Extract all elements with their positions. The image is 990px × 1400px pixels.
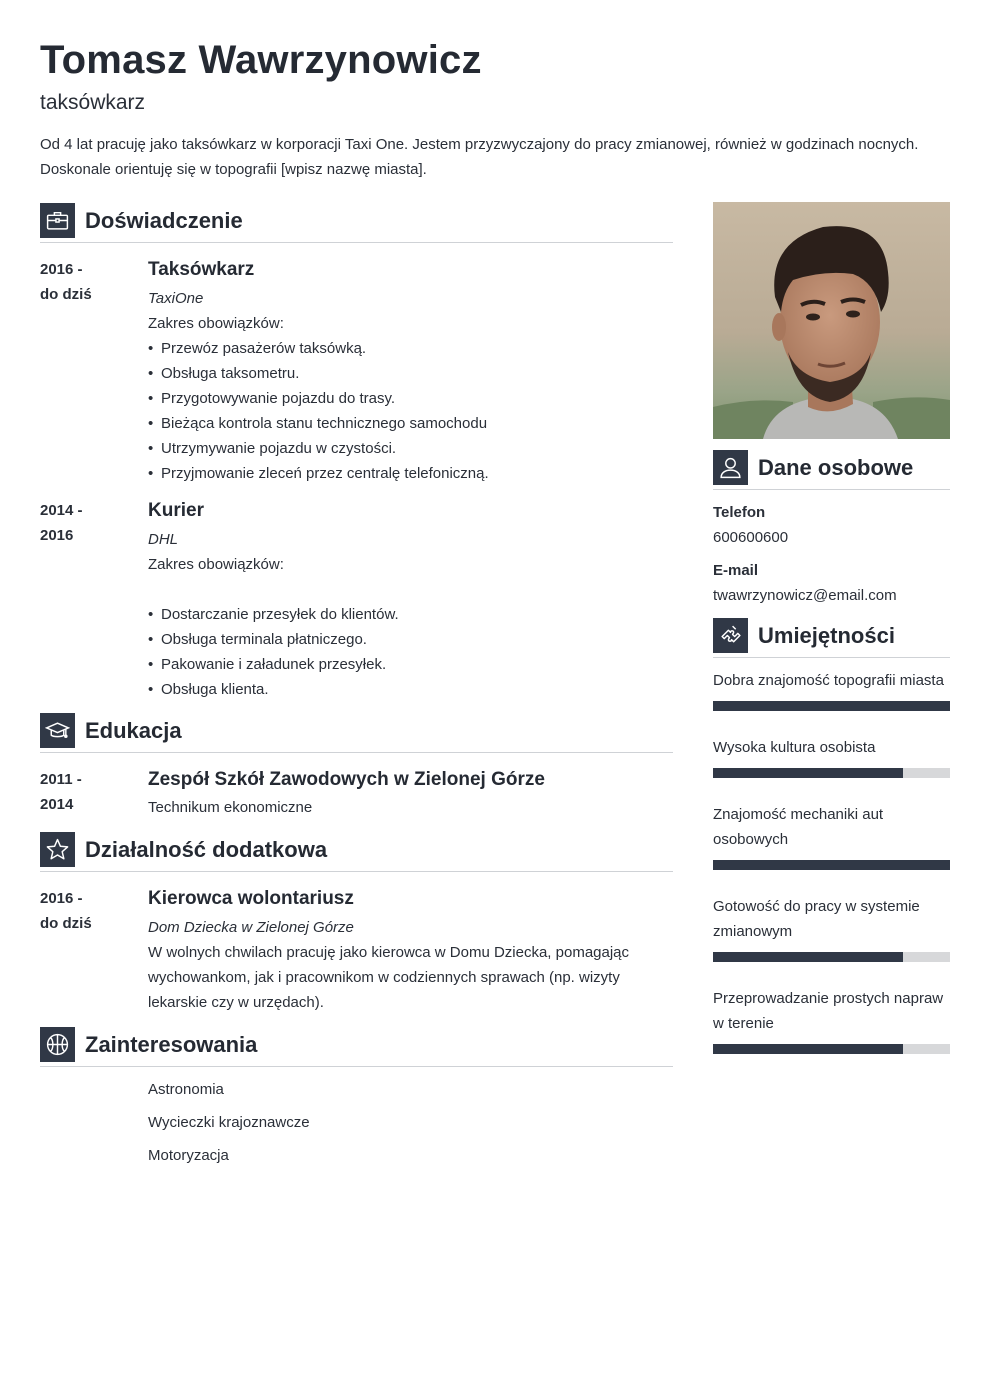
- star-icon: [40, 832, 75, 867]
- list-item: • Przygotowywanie pojazdu do trasy.: [148, 386, 673, 411]
- entry-date: [40, 886, 140, 936]
- date-from: 2016 -: [40, 261, 83, 278]
- skill-level-bar: [713, 1044, 950, 1054]
- skill-name: Gotowość do pracy w systemie zmianowym: [713, 898, 920, 940]
- section-title: Doświadczenie: [85, 208, 243, 233]
- entry-company: Dom Dziecka w Zielonej Górze: [148, 919, 354, 936]
- email-block: [713, 558, 950, 608]
- list-item: • Dostarczanie przesyłek do klientów.: [148, 602, 673, 627]
- list-item: • Bieżąca kontrola stanu technicznego samochodu: [148, 411, 673, 436]
- experience-entry: [40, 257, 673, 486]
- list-item: • Obsługa taksometru.: [148, 361, 673, 386]
- entry-description: W wolnych chwilach pracuję jako kierowca w Domu Dziecka, pomagając wychowankom, jak i pracownikom w codziennych sprawach (np. wizyty lekarskie czy w urzędach).: [148, 944, 630, 1011]
- email-value[interactable]: twawrzynowicz@email.com: [713, 587, 897, 604]
- skill-item: [713, 986, 950, 1054]
- section-title: Umiejętności: [758, 623, 895, 648]
- skill-name: Wysoka kultura osobista: [713, 739, 876, 756]
- date-from: 2014 -: [40, 502, 83, 519]
- interest-item: Astronomia: [148, 1081, 224, 1098]
- interests-list: [40, 1077, 673, 1168]
- skill-level-fill: [713, 860, 950, 870]
- section-title: Dane osobowe: [758, 455, 914, 480]
- puzzle-icon: [713, 618, 748, 653]
- phone-block: [713, 500, 950, 550]
- duties-list: [148, 602, 673, 702]
- date-to: 2014: [40, 796, 74, 813]
- basketball-icon: [40, 1027, 75, 1062]
- graduation-cap-icon: [40, 713, 75, 748]
- education-section: [40, 712, 673, 820]
- entry-company: TaxiOne: [148, 290, 204, 307]
- entry-title: Kurier: [148, 500, 204, 521]
- skill-item: [713, 894, 950, 962]
- skill-item: [713, 802, 950, 870]
- interest-item: Wycieczki krajoznawcze: [148, 1114, 310, 1131]
- section-header: [713, 449, 950, 490]
- activity-entry: [40, 886, 673, 1015]
- profile-summary: Od 4 lat pracuję jako taksówkarz w korporacji Taxi One. Jestem przyzwyczajony do pracy zmianowej, również w godzinach nocnych. Doskonale orientuję się w topografii [wpisz nazwę miasta].: [40, 136, 919, 178]
- activity-section: [40, 831, 673, 1015]
- skill-name: Dobra znajomość topografii miasta: [713, 672, 944, 689]
- skill-level-fill: [713, 952, 903, 962]
- personal-section: [713, 449, 950, 608]
- experience-entry: [40, 498, 673, 702]
- section-title: Edukacja: [85, 718, 182, 743]
- entry-title: Taksówkarz: [148, 259, 255, 280]
- candidate-name: Tomasz Wawrzynowicz: [40, 38, 482, 82]
- section-header: [40, 712, 673, 753]
- skill-level-fill: [713, 768, 903, 778]
- section-header: [40, 831, 673, 872]
- resume-page: [40, 0, 950, 1400]
- entry-detail: Technikum ekonomiczne: [148, 799, 313, 816]
- duties-label: Zakres obowiązków:: [148, 315, 284, 332]
- email-label: E-mail: [713, 562, 759, 579]
- list-item: • Przyjmowanie zleceń przez centralę telefoniczną.: [148, 461, 673, 486]
- section-title: Działalność dodatkowa: [85, 837, 328, 862]
- phone-value[interactable]: 600600600: [713, 529, 789, 546]
- entry-date: [40, 257, 140, 307]
- section-header: [40, 1026, 673, 1067]
- skill-item: [713, 668, 950, 711]
- section-header: [40, 202, 673, 243]
- skill-level-bar: [713, 701, 950, 711]
- list-item: • Przewóz pasażerów taksówką.: [148, 336, 673, 361]
- entry-date: [40, 498, 140, 548]
- skill-level-fill: [713, 701, 950, 711]
- date-from: 2011 -: [40, 771, 82, 788]
- duties-list: [148, 336, 673, 486]
- date-to: do dziś: [40, 915, 92, 932]
- education-entry: [40, 767, 673, 820]
- user-icon: [713, 450, 748, 485]
- date-to: do dziś: [40, 286, 92, 303]
- skills-section: [713, 617, 950, 1054]
- interests-section: [40, 1026, 673, 1168]
- job-title: taksówkarz: [40, 91, 146, 114]
- skill-level-bar: [713, 768, 950, 778]
- list-item: • Pakowanie i załadunek przesyłek.: [148, 652, 673, 677]
- main-column: [40, 202, 673, 1168]
- list-item: • Obsługa klienta.: [148, 677, 673, 702]
- list-item: • Utrzymywanie pojazdu w czystości.: [148, 436, 673, 461]
- skill-name: Znajomość mechaniki aut osobowych: [713, 806, 884, 848]
- skills-list: [713, 668, 950, 1054]
- entry-date: [40, 767, 140, 817]
- skill-level-bar: [713, 860, 950, 870]
- skill-level-fill: [713, 1044, 903, 1054]
- sidebar-column: [713, 202, 950, 1054]
- section-header: [713, 617, 950, 658]
- skill-name: Przeprowadzanie prostych napraw w terenie: [713, 990, 944, 1032]
- briefcase-icon: [40, 203, 75, 238]
- profile-photo: [713, 202, 950, 439]
- phone-label: Telefon: [713, 504, 766, 521]
- interest-item: Motoryzacja: [148, 1147, 229, 1164]
- entry-title: Zespół Szkół Zawodowych w Zielonej Górze: [148, 769, 545, 790]
- entry-company: DHL: [148, 531, 179, 548]
- duties-label: Zakres obowiązków:: [148, 556, 284, 573]
- date-from: 2016 -: [40, 890, 83, 907]
- date-to: 2016: [40, 527, 74, 544]
- section-title: Zainteresowania: [85, 1032, 258, 1057]
- entry-title: Kierowca wolontariusz: [148, 888, 354, 909]
- skill-level-bar: [713, 952, 950, 962]
- skill-item: [713, 735, 950, 778]
- list-item: • Obsługa terminala płatniczego.: [148, 627, 673, 652]
- experience-section: [40, 202, 673, 702]
